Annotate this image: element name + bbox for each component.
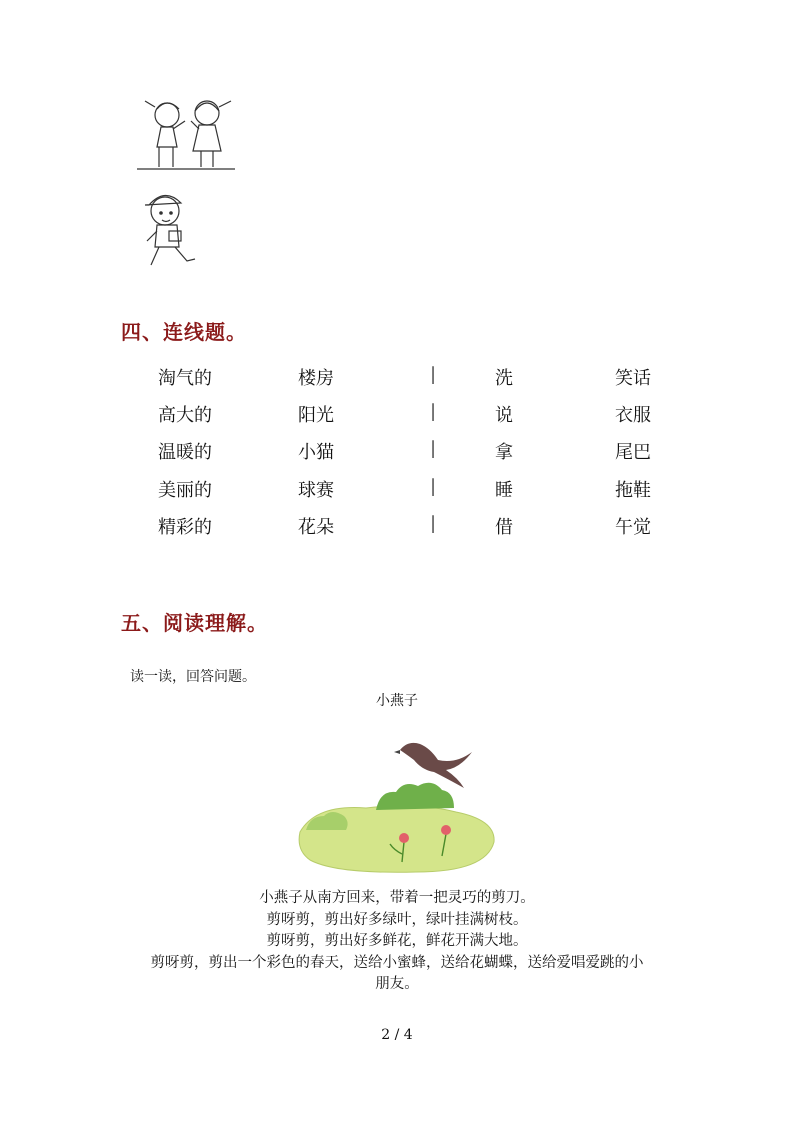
match-right-target: 尾巴 xyxy=(615,442,651,463)
match-right-word: 拿 xyxy=(495,442,513,463)
match-right-target: 拖鞋 xyxy=(615,480,651,501)
column-divider: | xyxy=(430,401,437,422)
column-divider: | xyxy=(430,476,437,497)
match-right-target: 衣服 xyxy=(615,405,651,426)
match-left-target: 小猫 xyxy=(298,442,334,463)
match-right-word: 睡 xyxy=(495,480,513,501)
poem-line: 剪呀剪，剪出好多绿叶，绿叶挂满树枝。 xyxy=(266,911,528,928)
match-left-target: 楼房 xyxy=(298,368,334,389)
match-row xyxy=(0,438,794,468)
match-row xyxy=(0,513,794,543)
match-left-target: 球赛 xyxy=(298,480,334,501)
poem-line: 剪呀剪，剪出好多鲜花，鲜花开满大地。 xyxy=(266,933,528,949)
poem xyxy=(0,888,794,996)
swallow-scene-illustration xyxy=(296,712,500,877)
page-number: 2 / 4 xyxy=(381,1027,413,1043)
match-left-target: 阳光 xyxy=(298,405,334,426)
kids-exercising-illustration xyxy=(135,95,240,177)
match-right-word: 说 xyxy=(495,405,513,426)
match-right-target: 午觉 xyxy=(615,517,651,538)
poem-line: 朋友。 xyxy=(375,976,419,992)
match-left-word: 高大的 xyxy=(158,405,212,426)
match-row xyxy=(0,476,794,506)
match-right-target: 笑话 xyxy=(615,368,651,389)
match-left-word: 美丽的 xyxy=(158,480,212,501)
column-divider: | xyxy=(430,513,437,534)
match-left-word: 淘气的 xyxy=(158,368,212,389)
match-left-word: 精彩的 xyxy=(158,517,212,538)
match-left-word: 温暖的 xyxy=(158,442,212,463)
match-left-target: 花朵 xyxy=(298,517,334,538)
match-row xyxy=(0,401,794,431)
column-divider: | xyxy=(430,438,437,459)
match-row xyxy=(0,364,794,394)
match-right-word: 洗 xyxy=(495,368,513,389)
reading-instruction: 读一读，回答问题。 xyxy=(130,669,256,685)
section4-heading: 四、连线题。 xyxy=(121,320,247,344)
match-right-word: 借 xyxy=(495,517,513,538)
boy-running-illustration xyxy=(135,185,205,273)
story-title: 小燕子 xyxy=(376,693,418,709)
poem-line: 剪呀剪，剪出一个彩色的春天，送给小蜜蜂，送给花蝴蝶，送给爱唱爱跳的小 xyxy=(150,954,644,971)
column-divider: | xyxy=(430,364,437,385)
section5-heading: 五、阅读理解。 xyxy=(121,611,268,635)
poem-line: 小燕子从南方回来，带着一把灵巧的剪刀。 xyxy=(259,890,535,906)
